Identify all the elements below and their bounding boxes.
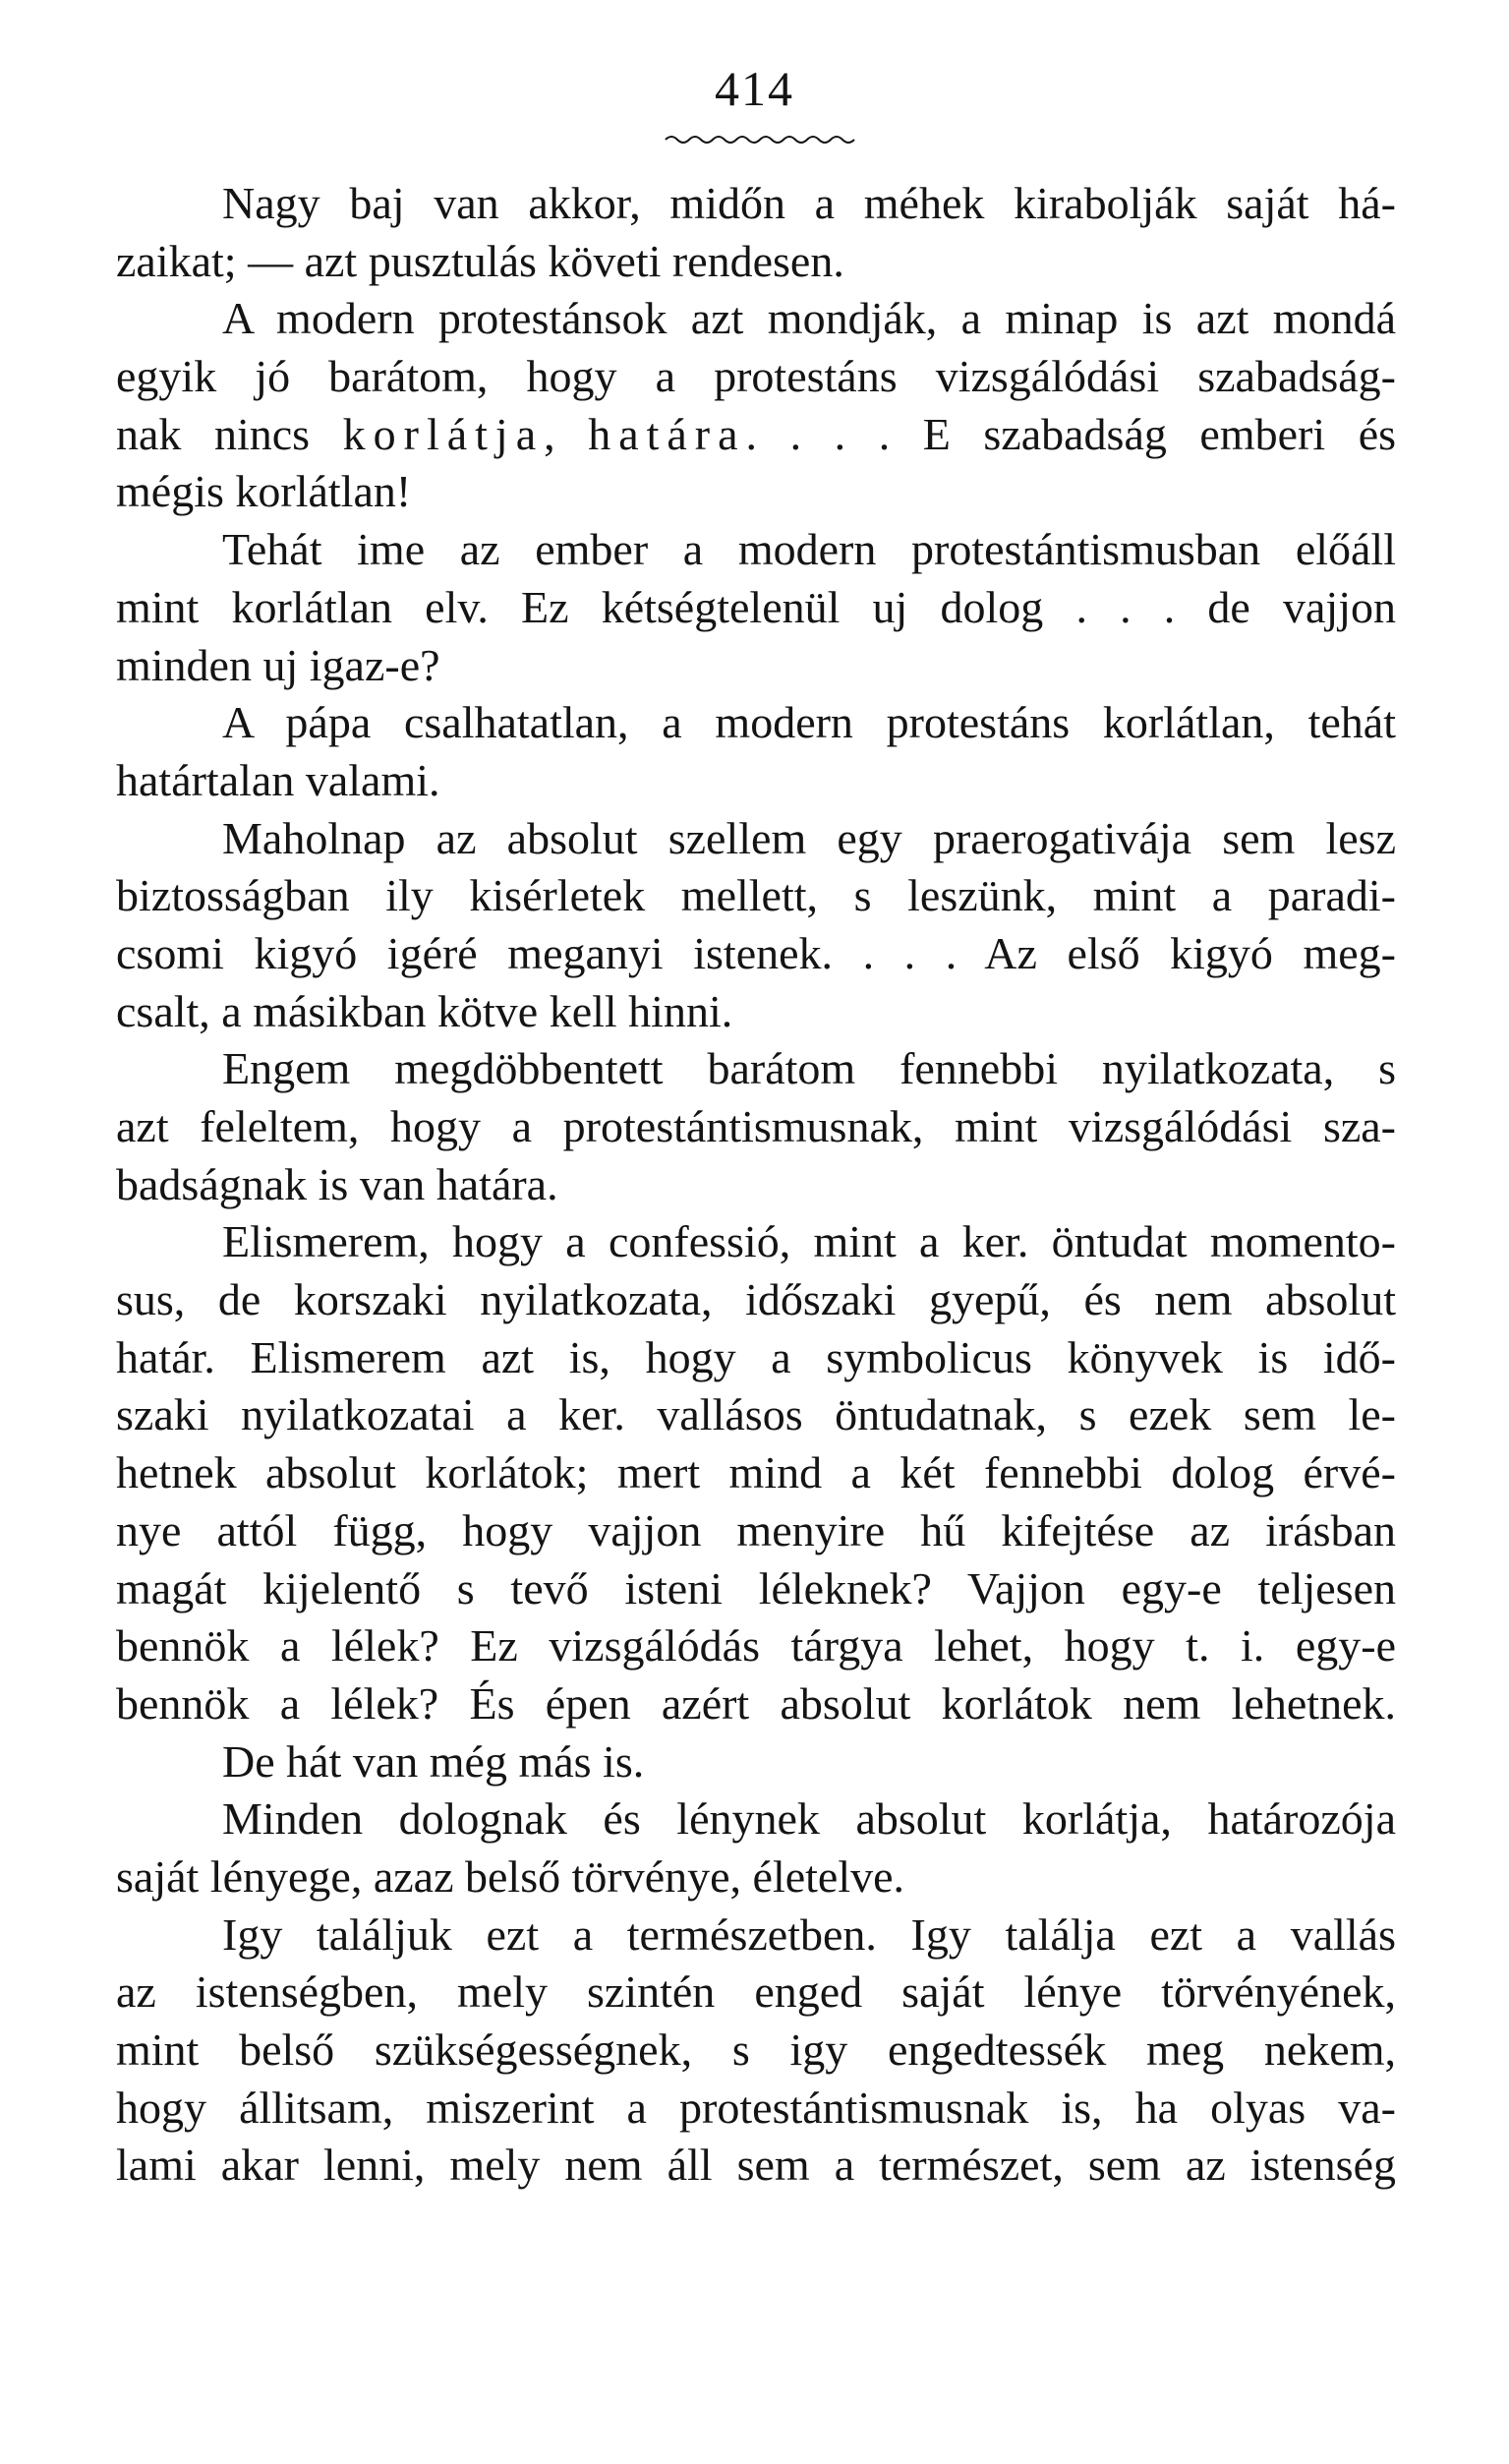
text-span: határ. Elismerem azt is, hogy a symbolicus könyvek is idő- (116, 1331, 1396, 1382)
text-line (116, 290, 1396, 348)
text-span: lami akar lenni, mely nem áll sem a természet, sem az istenség (116, 2140, 1396, 2191)
body-text (116, 175, 1396, 2195)
text-span: biztosságban ily kisérletek mellett, s leszünk, mint a paradi- (116, 870, 1396, 921)
spaced-emphasis: korlátja (342, 408, 545, 459)
text-span: Nagy baj van akkor, midőn a méhek kirabolják saját há- (222, 178, 1396, 228)
text-span: Elismerem, hogy a confessió, mint a ker. öntudat momento- (222, 1216, 1396, 1267)
text-span: badságnak is van határa. (116, 1158, 558, 1209)
text-line (116, 867, 1396, 925)
text-line (116, 752, 1396, 810)
text-line (116, 348, 1396, 406)
text-line (116, 694, 1396, 752)
text-line (116, 1848, 1396, 1907)
text-span: magát kijelentő s tevő isteni léleknek? Vajjon egy-e teljesen (116, 1562, 1396, 1613)
text-line (116, 2022, 1396, 2080)
text-line (116, 1040, 1396, 1098)
text-span: zaikat; — azt pusztulás követi rendesen. (116, 235, 844, 286)
text-line (116, 1386, 1396, 1444)
text-line (116, 925, 1396, 983)
text-span: A modern protestánsok azt mondják, a minap is azt mondá (222, 293, 1396, 344)
paragraph-indent (116, 178, 222, 228)
text-line (116, 1329, 1396, 1387)
text-span: hogy állitsam, miszerint a protestántismusnak is, ha olyas va- (116, 2082, 1396, 2133)
text-line (116, 521, 1396, 579)
text-line (116, 175, 1396, 233)
text-span: Minden dolognak és lénynek absolut korlátja, határozója (222, 1793, 1396, 1845)
text-span: csomi kigyó igéré meganyi istenek. . . . Az első kigyó meg- (116, 927, 1396, 978)
text-span: hetnek absolut korlátok; mert mind a két fennebbi dolog érvé- (116, 1447, 1396, 1498)
text-span: A pápa csalhatatlan, a modern protestáns korlátlan, tehát (222, 697, 1396, 748)
text-line (116, 983, 1396, 1041)
text-span: nye attól függ, hogy vajjon menyire hű kifejtése az irásban (116, 1504, 1396, 1555)
text-span: szaki nyilatkozatai a ker. vallásos öntudatnak, s ezek sem le- (116, 1389, 1396, 1440)
text-line (116, 1675, 1396, 1733)
text-line (116, 1964, 1396, 2022)
text-span: De hát van még más is. (222, 1735, 645, 1787)
text-span: Engem megdöbbentett barátom fennebbi nyilatkozata, s (222, 1043, 1396, 1094)
page-header (0, 59, 1509, 118)
text-line (116, 406, 1396, 464)
text-span: Igy találjuk ezt a természetben. Igy találja ezt a vallás (222, 1908, 1396, 1960)
text-line (116, 1502, 1396, 1560)
text-line (116, 1271, 1396, 1329)
text-span: bennök a lélek? Ez vizsgálódás tárgya lehet, hogy t. i. egy-e (116, 1620, 1396, 1672)
text-span: bennök a lélek? És épen azért absolut korlátok nem lehetnek. (116, 1677, 1396, 1729)
text-line (116, 1907, 1396, 1965)
text-span: minden uj igaz-e? (116, 639, 440, 690)
spaced-emphasis: határa (588, 408, 746, 459)
text-span: határtalan valami. (116, 754, 440, 805)
text-span: mint korlátlan elv. Ez kétségtelenül uj dolog . . . de vajjon (116, 581, 1396, 632)
text-line (116, 1617, 1396, 1675)
text-line (116, 1444, 1396, 1502)
page-number: 414 (715, 61, 794, 116)
text-span: egyik jó barátom, hogy a protestáns vizsgálódási szabadság- (116, 351, 1396, 402)
text-line (116, 810, 1396, 868)
text-span: azt feleltem, hogy a protestántismusnak, mint vizsgálódási sza- (116, 1101, 1396, 1151)
text-line (116, 463, 1396, 521)
text-span: csalt, a másikban kötve kell hinni. (116, 985, 733, 1036)
text-line (116, 579, 1396, 637)
text-line (116, 2080, 1396, 2138)
text-span: sus, de korszaki nyilatkozata, időszaki gyepű, és nem absolut (116, 1274, 1396, 1325)
text-line (116, 1790, 1396, 1848)
text-line (116, 1560, 1396, 1618)
text-line (116, 1213, 1396, 1271)
text-span: mint belső szükségességnek, s igy engedtessék meg nekem, (116, 2024, 1396, 2075)
text-span: . . . . E szabadság emberi és (745, 408, 1397, 459)
header-ornament-icon (664, 130, 860, 149)
text-span: Maholnap az absolut szellem egy praerogativája sem lesz (222, 812, 1396, 863)
text-span: Tehát ime az ember a modern protestántismusban előáll (222, 524, 1396, 575)
text-span: mégis korlátlan! (116, 466, 412, 517)
text-span: saját lényege, azaz belső törvénye, életelve. (116, 1850, 905, 1902)
text-span: nak nincs (116, 408, 343, 459)
text-span: , (544, 408, 589, 459)
text-line (116, 1098, 1396, 1156)
text-line (116, 2137, 1396, 2195)
text-line (116, 233, 1396, 291)
text-line (116, 1733, 1396, 1791)
text-span: az istenségben, mely szintén enged saját lénye törvényének, (116, 1966, 1396, 2018)
text-line (116, 637, 1396, 695)
text-line (116, 1156, 1396, 1214)
